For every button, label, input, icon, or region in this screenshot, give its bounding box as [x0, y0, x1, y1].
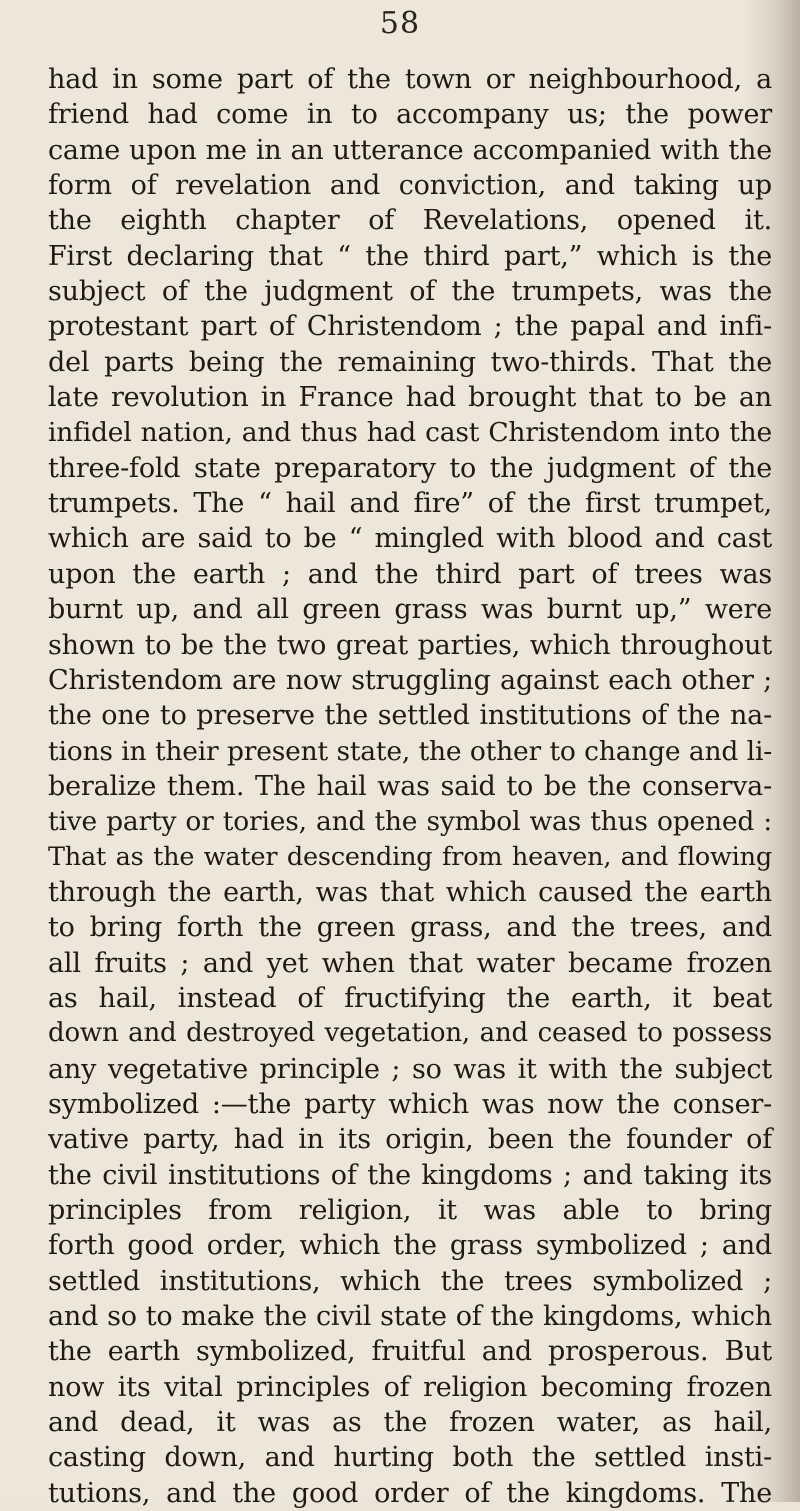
- page-number: 58: [379, 6, 421, 41]
- text-line: had in some part of the town or neighbourhood, a: [48, 64, 772, 95]
- text-line: and so to make the civil state of the kingdoms, which: [48, 1301, 772, 1333]
- text-line: three-fold state preparatory to the judgment of the: [48, 452, 772, 484]
- text-line: and dead, it was as the frozen water, as hail,: [48, 1407, 772, 1439]
- text-line: symbolized :—the party which was now the conser-: [48, 1088, 772, 1120]
- text-line: now its vital principles of religion becoming frozen: [48, 1371, 772, 1403]
- text-line: to bring forth the green grass, and the trees, and: [48, 912, 772, 944]
- text-line: infidel nation, and thus had cast Christendom into the: [48, 417, 772, 449]
- text-line: del parts being the remaining two-thirds. That the: [48, 346, 772, 378]
- text-line: the civil institutions of the kingdoms ; and taking its: [48, 1159, 772, 1191]
- text-line: friend had come in to accompany us; the power: [48, 99, 772, 131]
- text-line: principles from religion, it was able to bring: [48, 1195, 772, 1226]
- text-line: came upon me in an utterance accompanied with the: [48, 134, 772, 166]
- text-line: vative party, had in its origin, been the founder of: [48, 1124, 772, 1156]
- text-line: shown to be the two great parties, which throughout: [48, 629, 772, 661]
- text-line: tive party or tories, and the symbol was thus opened :: [48, 806, 772, 838]
- text-line: through the earth, was that which caused the earth: [48, 876, 772, 908]
- text-line: settled institutions, which the trees symbolized ;: [48, 1265, 772, 1297]
- text-line: the eighth chapter of Revelations, opened it.: [48, 205, 772, 237]
- text-line: burnt up, and all green grass was burnt up,” were: [48, 594, 772, 626]
- text-line: all fruits ; and yet when that water became frozen: [48, 947, 772, 979]
- text-line: Christendom are now struggling against each other ;: [48, 664, 772, 696]
- text-line: form of revelation and conviction, and taking up: [48, 170, 772, 202]
- text-line: down and destroyed vegetation, and ceased to possess: [48, 1018, 772, 1049]
- body-text: [48, 62, 772, 1511]
- text-line: That as the water descending from heaven, and flowing: [48, 841, 772, 872]
- text-line: as hail, instead of fructifying the earth, it beat: [48, 982, 772, 1014]
- text-line: tutions, and the good order of the kingdoms. The: [48, 1477, 772, 1509]
- text-line: beralize them. The hail was said to be the conserva-: [48, 770, 772, 802]
- text-line: the earth symbolized, fruitful and prosperous. But: [48, 1336, 772, 1368]
- text-line: subject of the judgment of the trumpets, was the: [48, 276, 772, 308]
- text-line: casting down, and hurting both the settled insti-: [48, 1442, 772, 1474]
- text-line: upon the earth ; and the third part of trees was: [48, 558, 772, 590]
- text-line: the one to preserve the settled institutions of the na-: [48, 700, 772, 732]
- text-line: trumpets. The “ hail and fire” of the first trumpet,: [48, 488, 772, 520]
- text-line: tions in their present state, the other to change and li-: [48, 735, 772, 767]
- text-line: First declaring that “ the third part,” which is the: [48, 240, 772, 272]
- text-line: forth good order, which the grass symbolized ; and: [48, 1230, 772, 1262]
- text-line: which are said to be “ mingled with blood and cast: [48, 523, 772, 555]
- text-line: protestant part of Christendom ; the papal and infi-: [48, 311, 772, 343]
- text-line: late revolution in France had brought that to be an: [48, 382, 772, 414]
- text-line: any vegetative principle ; so was it with the subject: [48, 1053, 772, 1085]
